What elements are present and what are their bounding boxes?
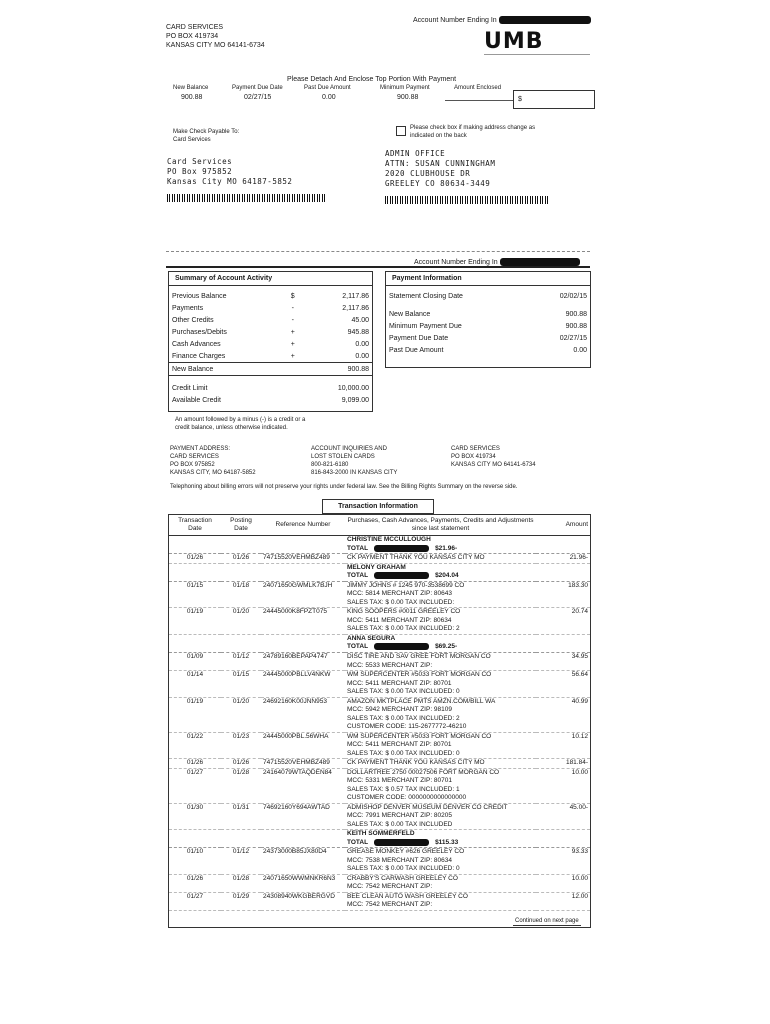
posting-date: 01/26 — [232, 759, 250, 767]
payment-info-box — [385, 271, 591, 368]
transaction-description — [345, 892, 536, 910]
address-line: PO BOX 419734 — [451, 454, 496, 460]
transaction-description — [345, 671, 536, 698]
description-line: ADMISHOP DENVER MUSEUM DENVER CO CREDIT — [347, 803, 508, 811]
transactions-title: Transaction Information — [322, 499, 434, 514]
transaction-amount: 45.00- — [569, 803, 588, 811]
cardholder-name: ANNA SEGURA — [347, 634, 396, 642]
cardholder-name: KEITH SOMMERFELD — [347, 830, 415, 838]
total-label: TOTAL — [347, 572, 369, 580]
summary-label: Other Credits — [172, 316, 214, 324]
reference-number: 24308940WKGBERGVD — [263, 892, 335, 900]
continued-note: Continued on next page — [515, 918, 579, 924]
dollar-sign: $ — [518, 96, 522, 103]
redaction-bar — [499, 16, 591, 24]
description-line: WM SUPERCENTER #5033 FORT MORGAN CO — [347, 671, 492, 679]
payment-info-label: Past Due Amount — [389, 346, 444, 354]
summary-table — [169, 290, 372, 406]
transaction-row — [169, 608, 590, 635]
payment-info-title: Payment Information — [386, 272, 590, 286]
stub-header-new-balance: New Balance — [173, 85, 209, 91]
mail-to-line: Card Services — [167, 157, 233, 166]
transaction-date: 01/10 — [186, 848, 204, 856]
summary-title: Summary of Account Activity — [169, 272, 372, 286]
umb-logo: UMB — [484, 29, 544, 54]
total-label: TOTAL — [347, 544, 369, 552]
summary-operator: - — [291, 304, 294, 312]
posting-date: 01/26 — [232, 554, 250, 562]
redaction-bar — [374, 839, 429, 846]
transaction-description — [345, 874, 536, 892]
transaction-date: 01/15 — [186, 581, 204, 589]
reference-number: 24789160BEPAP4747 — [263, 653, 328, 661]
stub-due-date: 02/27/15 — [244, 94, 272, 101]
posting-date: 01/28 — [232, 768, 250, 776]
payment-info-table — [386, 290, 590, 356]
summary-operator: + — [290, 340, 295, 348]
th-description: Purchases, Cash Advances, Payments, Credits and Adjustments since last statement — [347, 516, 534, 532]
transaction-row — [169, 803, 590, 830]
address-line: 816-843-2000 IN KANSAS CITY — [311, 470, 398, 476]
summary-value: 945.88 — [347, 328, 369, 336]
summary-operator: $ — [290, 292, 295, 300]
mail-from-line: GREELEY CO 80634-3449 — [385, 179, 491, 188]
posting-date: 01/18 — [232, 581, 250, 589]
payment-info-value: 0.00 — [573, 346, 587, 354]
reference-number: 74715520VEHMBZ489 — [263, 554, 330, 562]
summary-spacer — [283, 363, 302, 376]
payment-info-value: 02/02/15 — [559, 292, 587, 300]
payment-info-row — [386, 344, 590, 356]
summary-row — [169, 350, 372, 363]
description-line: MCC: 5814 MERCHANT ZIP: 80643 — [347, 590, 452, 598]
transaction-row — [169, 554, 590, 564]
reference-number: 24445000PBL.56WHA — [263, 732, 329, 740]
cardholder-total — [345, 572, 536, 581]
transaction-date: 01/19 — [186, 608, 204, 616]
summary-operator: - — [291, 316, 294, 324]
cardholder-total — [345, 545, 536, 554]
description-line: SALES TAX: $ 0.00 TAX INCLUDED: 2 — [347, 625, 460, 633]
posting-date: 01/15 — [232, 671, 250, 679]
description-line: DOLLARTREE 2750 00027506 FORT MORGAN CO — [347, 768, 500, 776]
th-amount: Amount — [565, 520, 588, 528]
description-line: CK PAYMENT THANK YOU KANSAS CITY MO — [347, 554, 485, 562]
transaction-amount: 12.00 — [571, 892, 588, 900]
billing-rights-notice: Telephoning about billing errors will not preserve your rights under federal law. See the Billing Rights Summary on the reverse side. — [170, 484, 518, 490]
description-line: AMAZON MKTPLACE PMTS AMZN.COM/BILL WA — [347, 697, 496, 705]
posting-date: 01/20 — [232, 608, 250, 616]
transaction-amount: 183.30 — [568, 581, 588, 589]
description-line: SALES TAX: $ 0.57 TAX INCLUDED: 1 — [347, 785, 460, 793]
detach-notice: Please Detach And Enclose Top Portion With Payment — [287, 76, 457, 83]
description-line: SALES TAX: $ 0.00 TAX INCLUDED: — [347, 598, 455, 606]
transaction-amount: 40.99 — [571, 697, 588, 705]
account-number-text: Account Number Ending In — [413, 17, 497, 24]
summary-available-credit — [169, 394, 372, 406]
summary-label: Cash Advances — [172, 340, 221, 348]
transaction-date: 01/27 — [186, 768, 204, 776]
stub-past-due: 0.00 — [322, 94, 336, 101]
description-line: WM SUPERCENTER #5033 FORT MORGAN CO — [347, 732, 492, 740]
description-line: GREASE MONKEY #626 GREELEY CO — [347, 848, 465, 856]
description-line: MCC: 7991 MERCHANT ZIP: 80205 — [347, 812, 452, 820]
transaction-row — [169, 581, 590, 608]
description-line: MCC: 7538 MERCHANT ZIP: 80634 — [347, 856, 452, 864]
transaction-date: 01/19 — [186, 697, 204, 705]
summary-value: 900.88 — [347, 365, 369, 373]
account-number-text: Account Number Ending In — [414, 259, 498, 266]
posting-date: 01/12 — [232, 653, 250, 661]
transaction-row — [169, 848, 590, 875]
summary-operator: + — [290, 328, 295, 336]
mail-from-line: ATTN: SUSAN CUNNINGHAM — [385, 159, 496, 168]
description-line: DISC TIRE AND SAV GREE FORT MORGAN CO — [347, 653, 491, 661]
address-line: 800-821-6180 — [311, 462, 349, 468]
stub-minimum: 900.88 — [397, 94, 419, 101]
summary-value: 10,000.00 — [337, 384, 369, 392]
stub-header-minimum: Minimum Payment — [380, 85, 430, 91]
th-reference: Reference Number — [275, 520, 331, 528]
summary-value: 0.00 — [355, 340, 369, 348]
amount-line — [445, 100, 513, 101]
address-line: LOST STOLEN CARDS — [311, 454, 375, 460]
return-address-line: CARD SERVICES — [166, 24, 224, 31]
minus-footnote — [175, 416, 305, 432]
summary-new-balance — [169, 363, 372, 376]
address-change-note — [410, 124, 535, 140]
transaction-date: 01/30 — [186, 803, 204, 811]
transaction-row — [169, 874, 590, 892]
reference-number: 24373000B85JX80D4 — [263, 848, 327, 856]
total-amount: $69.25- — [435, 643, 458, 651]
return-address-line: PO BOX 419734 — [166, 33, 219, 40]
mail-to-line: Kansas City MO 64187-5852 — [167, 177, 293, 186]
transaction-amount: 21.96- — [569, 554, 588, 562]
transaction-amount: 181.84- — [565, 759, 588, 767]
transaction-description — [345, 759, 536, 769]
description-line: MCC: 5533 MERCHANT ZIP: — [347, 661, 433, 669]
address-line: CARD SERVICES — [170, 454, 219, 460]
reference-number: 24445000PBLLV4NKW — [263, 671, 331, 679]
summary-label: New Balance — [172, 365, 214, 373]
payment-info-label: Payment Due Date — [389, 334, 449, 342]
reference-number: 74692160Y694AWTAD — [263, 803, 330, 811]
payment-info-row — [386, 332, 590, 344]
reference-number: 24692160K00JNN953 — [263, 697, 327, 705]
transaction-description — [345, 608, 536, 635]
description-line: KING SOOPERS #0011 GREELEY CO — [347, 608, 461, 616]
stub-header-past-due: Past Due Amount — [304, 85, 351, 91]
posting-date: 01/31 — [232, 803, 250, 811]
payment-info-label: Minimum Payment Due — [389, 322, 462, 330]
stub-new-balance: 900.88 — [181, 94, 203, 101]
description-line: SALES TAX: $ 0.00 TAX INCLUDED: 0 — [347, 749, 460, 757]
description-line: MCC: 7542 MERCHANT ZIP: — [347, 883, 433, 891]
total-amount: $115.33 — [435, 838, 459, 846]
transaction-date: 01/22 — [186, 732, 204, 740]
summary-credit-limit — [169, 382, 372, 394]
footnote-line: credit balance, unless otherwise indicated. — [175, 425, 288, 431]
payable-line: Make Check Payable To: — [173, 129, 240, 135]
section-rule — [166, 266, 590, 268]
payment-info-value: 900.88 — [565, 310, 587, 318]
transaction-description — [345, 653, 536, 671]
summary-row — [169, 338, 372, 350]
summary-label: Credit Limit — [172, 384, 208, 392]
account-number-label — [413, 16, 591, 25]
transaction-row — [169, 768, 590, 803]
cardholder-total-row — [169, 572, 590, 581]
postal-barcode — [167, 194, 327, 202]
summary-value: 0.00 — [355, 352, 369, 360]
reference-number: 24071650WWMNKR6N3 — [263, 874, 336, 882]
transaction-row — [169, 697, 590, 732]
cardholder-name: CHRISTINE MCCULLOUGH — [347, 536, 431, 543]
payment-info-row — [386, 290, 590, 302]
transaction-description — [345, 697, 536, 732]
summary-row — [169, 326, 372, 338]
transaction-description — [345, 581, 536, 608]
logo-underline — [484, 54, 590, 55]
payment-info-row — [386, 320, 590, 332]
transaction-amount: 56.64 — [571, 671, 588, 679]
transaction-amount: 10.00 — [571, 768, 588, 776]
total-label: TOTAL — [347, 643, 369, 651]
transaction-amount: 93.33 — [571, 848, 588, 856]
perforation-line — [166, 251, 590, 252]
payment-info-value: 900.88 — [565, 322, 587, 330]
address-change-line: Please check box if making address change as — [410, 125, 536, 131]
posting-date: 01/28 — [232, 874, 250, 882]
redaction-bar — [374, 572, 429, 579]
cardholder-name-row — [169, 634, 590, 643]
mail-to-address — [167, 157, 292, 187]
return-address-line: KANSAS CITY MO 64141-6734 — [166, 42, 265, 49]
summary-label: Finance Charges — [172, 352, 226, 360]
transaction-amount: 10.12 — [571, 732, 588, 740]
summary-label: Purchases/Debits — [172, 328, 227, 336]
posting-date: 01/23 — [232, 732, 250, 740]
card-services-address — [451, 445, 536, 469]
cardholder-total-row — [169, 839, 590, 848]
transaction-date: 01/26 — [186, 874, 204, 882]
summary-operator: + — [290, 352, 295, 360]
postal-barcode — [385, 196, 550, 204]
payable-line: Card Services — [173, 137, 211, 143]
transaction-amount: 10.00 — [571, 874, 588, 882]
reference-number: 24071650GWMLK7BJH — [263, 581, 333, 589]
redaction-bar — [500, 258, 580, 266]
summary-row — [169, 290, 372, 302]
description-line: BEE CLEAN AUTO WASH GREELEY CO — [347, 892, 468, 900]
cardholder-total-row — [169, 643, 590, 652]
summary-value: 2,117.86 — [342, 304, 369, 312]
transaction-row — [169, 759, 590, 769]
transaction-description — [345, 554, 536, 564]
reference-number: 24445000K8FPZT075 — [263, 608, 327, 616]
address-line: PAYMENT ADDRESS: — [170, 446, 231, 452]
description-line: MCC: 5411 MERCHANT ZIP: 80634 — [347, 616, 452, 624]
total-label: TOTAL — [347, 838, 369, 846]
description-line: SALES TAX: $ 0.00 TAX INCLUDED: 2 — [347, 714, 460, 722]
transaction-amount: 34.95 — [571, 653, 588, 661]
transaction-amount: 20.74 — [571, 608, 588, 616]
payment-info-row — [386, 308, 590, 320]
transaction-date: 01/14 — [186, 671, 204, 679]
description-line: SALES TAX: $ 0.00 TAX INCLUDED: 0 — [347, 865, 460, 873]
transactions-box — [168, 514, 591, 928]
summary-row — [169, 314, 372, 326]
mail-from-line: 2020 CLUBHOUSE DR — [385, 169, 471, 178]
cardholder-name-row — [169, 563, 590, 572]
description-line: MCC: 5331 MERCHANT ZIP: 80701 — [347, 777, 452, 785]
mail-to-line: PO Box 975852 — [167, 167, 233, 176]
description-line: MCC: 5942 MERCHANT ZIP: 98109 — [347, 706, 452, 714]
summary-label: Previous Balance — [172, 292, 227, 300]
address-change-checkbox[interactable] — [396, 126, 406, 136]
cardholder-name: MELONY GRAHAM — [347, 563, 406, 571]
cardholder-name-row — [169, 536, 590, 545]
transaction-row — [169, 732, 590, 759]
summary-box — [168, 271, 373, 412]
description-line: MCC: 5411 MERCHANT ZIP: 80701 — [347, 679, 452, 687]
payment-info-label: Statement Closing Date — [389, 292, 463, 300]
total-amount: $204.04 — [435, 572, 459, 580]
description-line: CK PAYMENT THANK YOU KANSAS CITY MO — [347, 759, 485, 767]
th-transaction-date: Transaction Date — [178, 516, 212, 532]
address-change-line: indicated on the back — [410, 133, 467, 139]
description-line: MCC: 5411 MERCHANT ZIP: 80701 — [347, 741, 452, 749]
description-line: CUSTOMER CODE: 0000000000000000 — [347, 794, 467, 802]
transaction-date: 01/26 — [186, 759, 204, 767]
transaction-description — [345, 803, 536, 830]
address-line: KANSAS CITY MO 64141-6734 — [451, 462, 536, 468]
return-address — [166, 23, 265, 50]
transaction-description — [345, 848, 536, 875]
transaction-row — [169, 671, 590, 698]
mail-from-address — [385, 149, 495, 189]
payment-info-label: New Balance — [389, 310, 431, 318]
reference-number: 74715520VEHMBZ489 — [263, 759, 330, 767]
stub-header-enclosed: Amount Enclosed — [454, 85, 502, 91]
summary-value: 45.00 — [351, 316, 369, 324]
total-amount: $21.96- — [435, 544, 458, 552]
summary-row — [169, 302, 372, 314]
address-line: CARD SERVICES — [451, 446, 500, 452]
posting-date: 01/20 — [232, 697, 250, 705]
summary-value: 2,117.86 — [342, 292, 369, 300]
description-line: CRABBY'S CARWASH GREELEY CO — [347, 874, 458, 882]
cardholder-name-row — [169, 830, 590, 839]
cardholder-total-row — [169, 545, 590, 554]
cardholder-total — [345, 839, 536, 848]
transaction-date: 01/26 — [186, 554, 204, 562]
transaction-description — [345, 732, 536, 759]
posting-date: 01/12 — [232, 848, 250, 856]
footnote-line: An amount followed by a minus (-) is a credit or a — [175, 417, 306, 423]
cardholder-total — [345, 643, 536, 652]
summary-spacer — [283, 382, 302, 394]
posting-date: 01/29 — [232, 892, 250, 900]
transaction-row — [169, 653, 590, 671]
address-line: PO BOX 975852 — [170, 462, 215, 468]
description-line: SALES TAX: $ 0.00 TAX INCLUDED — [347, 820, 453, 828]
th-posting-date: Posting Date — [230, 516, 252, 532]
stub-header-due-date: Payment Due Date — [232, 85, 283, 91]
inquiries-address — [311, 445, 397, 477]
summary-value: 9,099.00 — [341, 396, 369, 404]
transaction-date: 01/27 — [186, 892, 204, 900]
transaction-date: 01/09 — [186, 653, 204, 661]
redaction-bar — [374, 545, 429, 552]
summary-label: Payments — [172, 304, 204, 312]
description-line: MCC: 7542 MERCHANT ZIP: — [347, 901, 433, 909]
address-line: KANSAS CITY, MO 64187-5852 — [170, 470, 256, 476]
redaction-bar — [374, 643, 429, 650]
payable-note — [173, 128, 239, 144]
summary-spacer — [283, 394, 302, 406]
transaction-description — [345, 768, 536, 803]
summary-label: Available Credit — [172, 396, 221, 404]
description-line: CUSTOMER CODE: 115-2677772-46210 — [347, 723, 467, 731]
reference-number: 24164079WTAQDEN84 — [263, 768, 332, 776]
mail-from-line: ADMIN OFFICE — [385, 149, 446, 158]
transactions-table — [169, 515, 590, 911]
address-line: ACCOUNT INQUIRIES AND — [311, 446, 387, 452]
amount-enclosed-field[interactable] — [513, 90, 595, 109]
payment-address — [170, 445, 256, 477]
transaction-row — [169, 892, 590, 910]
payment-info-value: 02/27/15 — [559, 334, 587, 342]
description-line: SALES TAX: $ 0.00 TAX INCLUDED: 0 — [347, 688, 460, 696]
description-line: JIMMY JOHNS # 1245 970-3538699 CO — [347, 581, 465, 589]
